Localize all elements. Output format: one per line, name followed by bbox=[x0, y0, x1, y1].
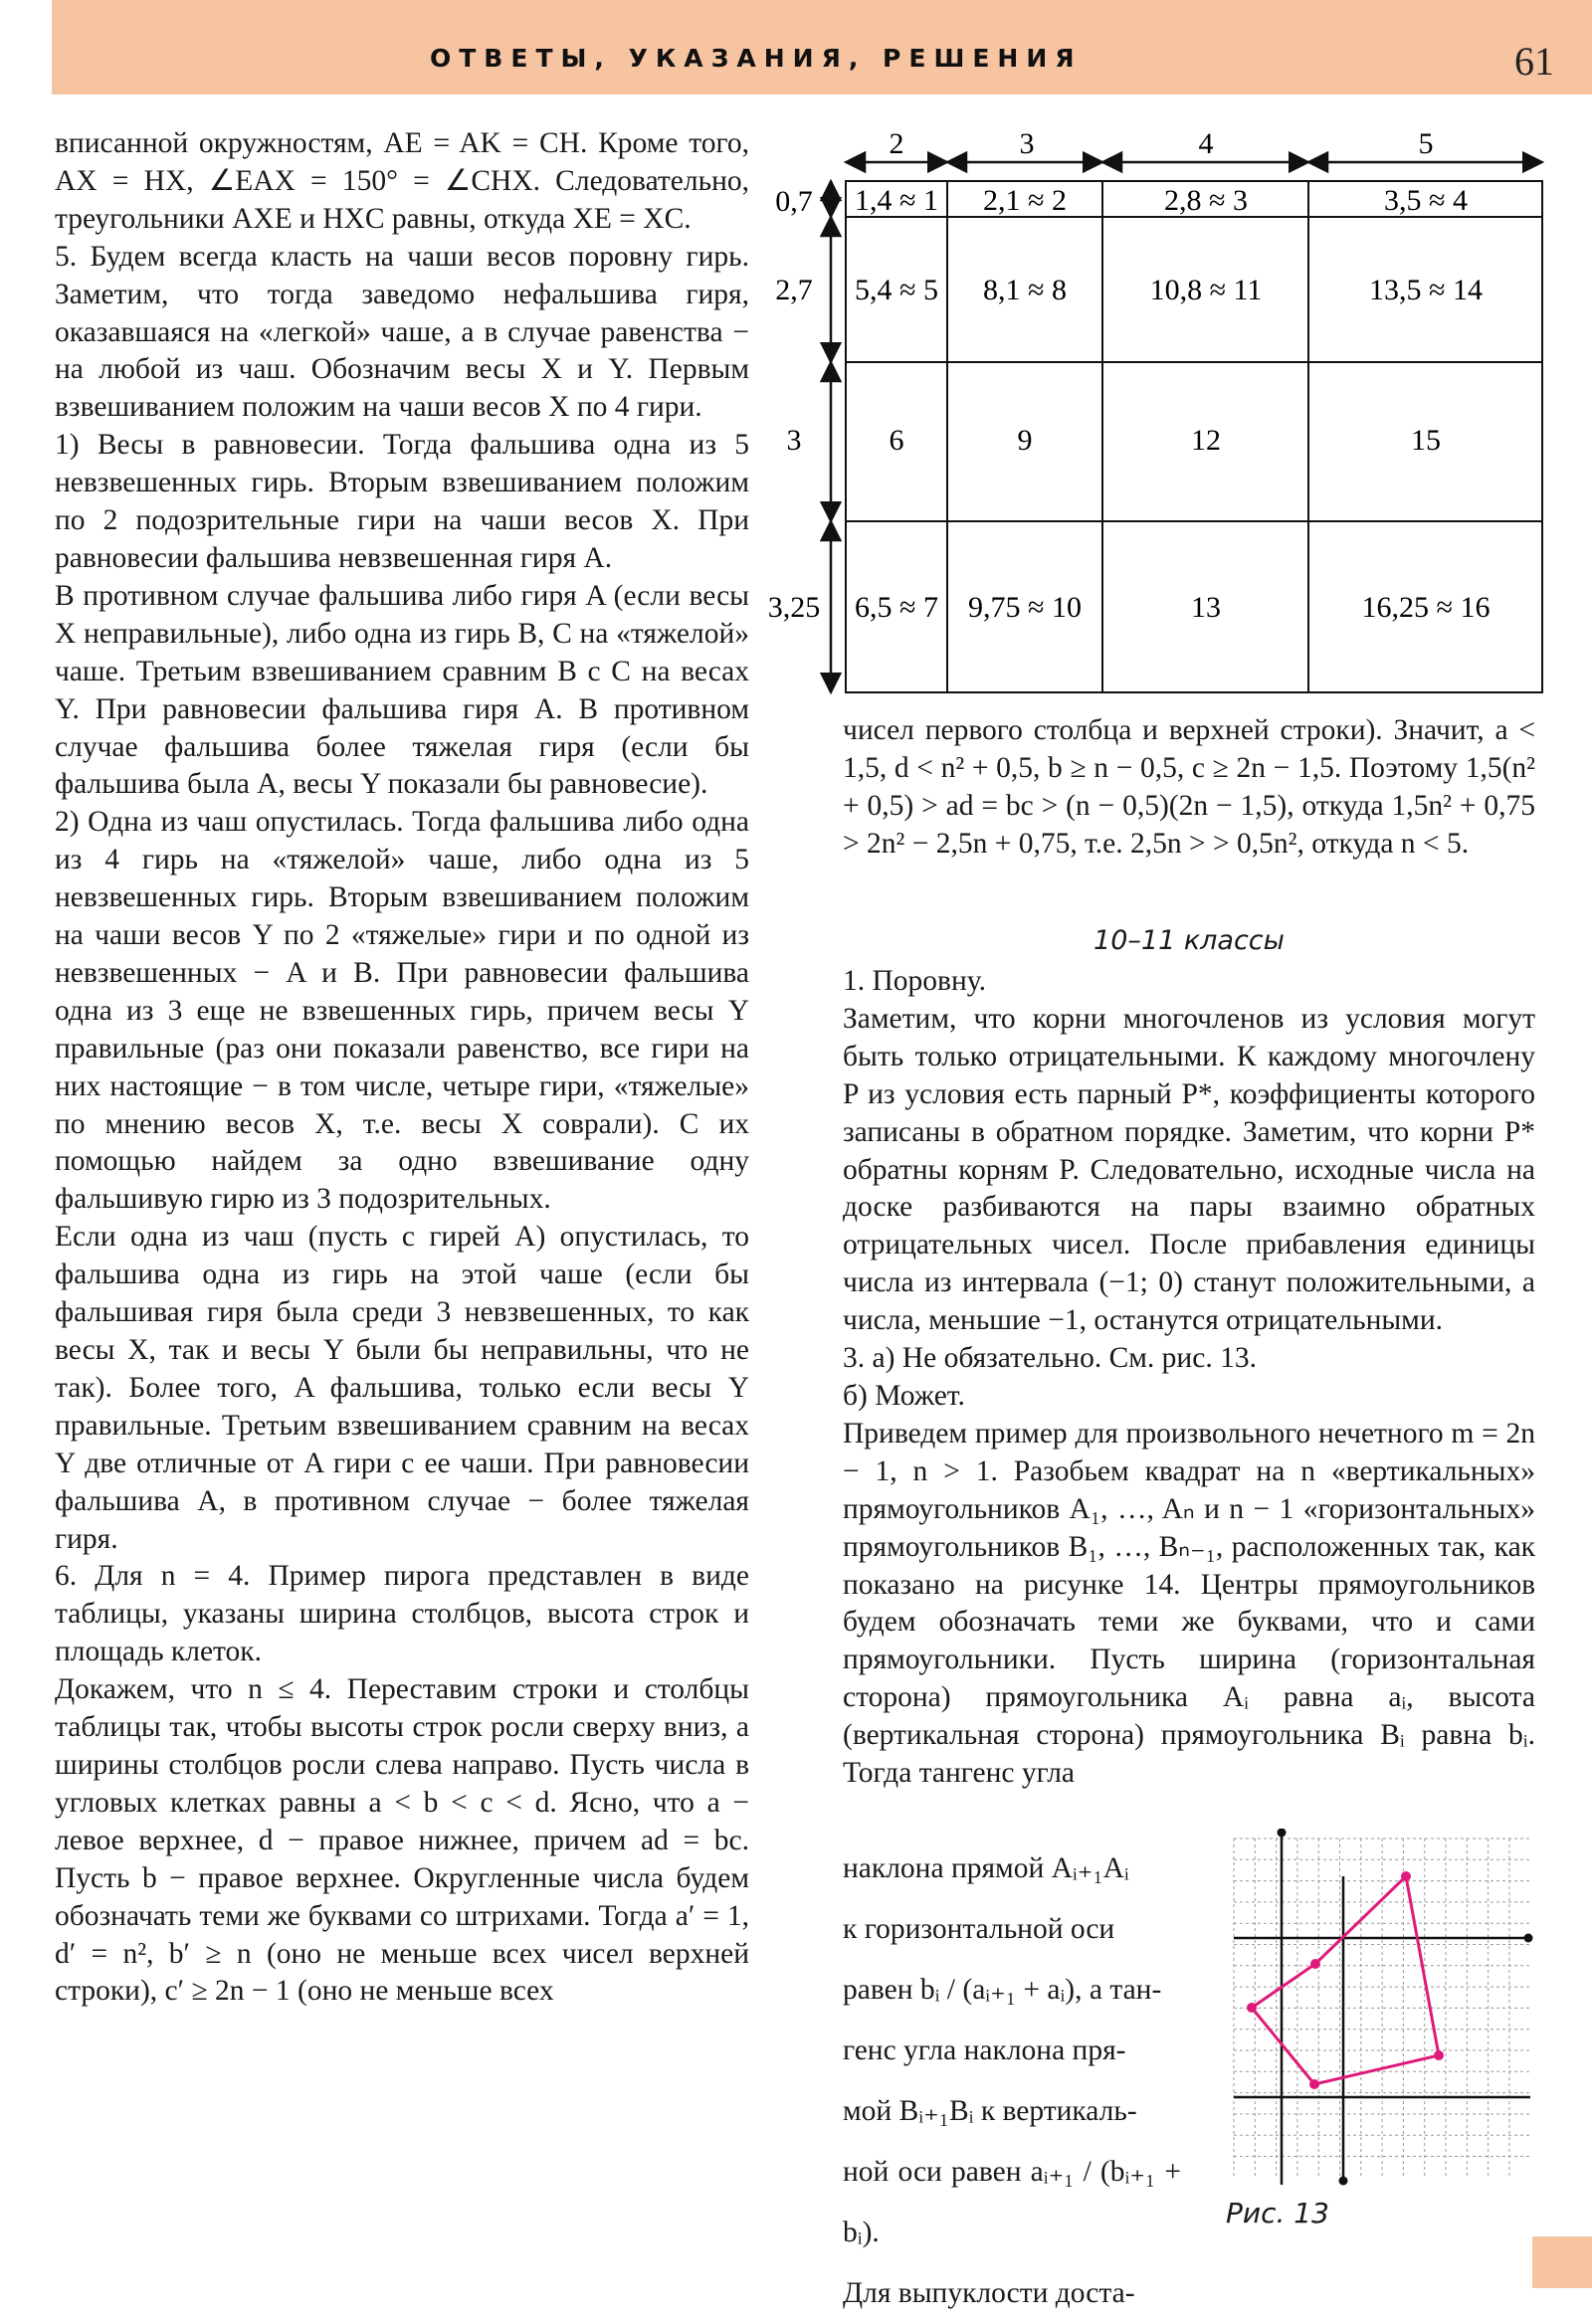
paragraph: 3. а) Не обязательно. См. рис. 13. bbox=[843, 1342, 1257, 1375]
col-width-label: 3 bbox=[1019, 127, 1035, 160]
paragraph: Докажем, что n ≤ 4. Переставим строки и столбцы таблицы так, чтобы высоты строк росли сверху вниз, а ширины столбцов росли слева направо. Пусть числа в угловых клетках равны a < b < c < d. Ясно, что a − левое верхнее, d − правое нижнее, причем ad = bc. Пусть b − правое верхнее. Округленные числа будем обозначать теми же буквами со штрихами. Тогда a′ = 1, d′ = n², b′ ≥ n (оно не меньше всех чисел верхней строки), c′ ≥ 2n − 1 (оно не меньше всех bbox=[55, 1673, 749, 2008]
section-heading: 10–11 классы bbox=[1094, 925, 1285, 956]
paragraph: 6. Для n = 4. Пример пирога представлен в виде таблицы, указаны ширина столбцов, высота строк и площадь клеток. bbox=[55, 1560, 749, 1668]
table-cell: 15 bbox=[1411, 424, 1441, 457]
footer-tab bbox=[1532, 2236, 1592, 2288]
row-height-label: 3,25 bbox=[767, 591, 821, 624]
table-cell: 8,1 ≈ 8 bbox=[983, 274, 1067, 306]
row-height-label: 3 bbox=[786, 424, 802, 457]
paragraph: вписанной окружностям, AE = AK = CH. Кроме того, AX = HX, ∠EAX = 150° = ∠CHX. Следовательно, треугольники AXE и HXC равны, откуда XE = XC. bbox=[55, 127, 749, 235]
table-cell: 6 bbox=[889, 424, 904, 457]
table-cell: 2,1 ≈ 2 bbox=[983, 184, 1067, 217]
cake-table-figure bbox=[756, 117, 1552, 702]
table-cell: 2,8 ≈ 3 bbox=[1164, 184, 1248, 217]
right-column-bottom bbox=[843, 1839, 1181, 2324]
right-column-top bbox=[843, 712, 1535, 864]
figure-13 bbox=[1214, 1829, 1542, 2189]
row-height-label: 0,7 bbox=[775, 185, 813, 218]
paragraph: чисел первого столбца и верхней строки). Значит, a < 1,5, d < n² + 0,5, b ≥ n − 0,5, c ≥ 2n − 1,5. Поэтому 1,5(n² + 0,5) > ad = bc > (n − 0,5)(2n − 1,5), откуда 1,5n² + 0,75 > 2n² − 2,5n + 0,75, т.е. 2,5n > > 0,5n², откуда n < 5. bbox=[843, 714, 1535, 860]
paragraph: Если одна из чаш (пусть с гирей A) опустилась, то фальшива одна из гирь на этой чаше (если бы фальшивая гиря была среди 3 невзвешенных, то как весы X, так и весы Y были бы неправильны, что не так). Более того, A фальшива, только если весы Y правильные. Третьим взвешиванием сравним на весах Y две отличные от A гири с ее чаши. При равновесии фальшива A, в противном случае − более тяжелая гиря. bbox=[55, 1221, 749, 1555]
text-line: наклона прямой Aᵢ₊₁Aᵢ bbox=[843, 1852, 1129, 1884]
col-width-label: 2 bbox=[889, 127, 904, 160]
text-line: равен bᵢ / (aᵢ₊₁ + aᵢ), а тан- bbox=[843, 1974, 1162, 2006]
table-cell: 13 bbox=[1191, 591, 1221, 624]
paragraph: Приведем пример для произвольного нечетного m = 2n − 1, n > 1. Разобьем квадрат на n «вертикальных» прямоугольников A₁, …, Aₙ и n − 1 «горизонтальных» прямоугольников B₁, …, Bₙ₋₁, расположенных так, как показано на рисунке 14. Центры прямоугольников будем обозначать теми же буквами, что и сами прямоугольники. Пусть ширина (горизонтальная сторона) прямоугольника Aᵢ равна aᵢ, высота (вертикальная сторона) прямоугольника Bᵢ равна bᵢ. Тогда тангенс угла bbox=[843, 1417, 1535, 1790]
fig13-polygon bbox=[1252, 1876, 1439, 2084]
fig13-grid bbox=[1234, 1839, 1530, 2177]
page-number: 61 bbox=[1514, 39, 1554, 84]
text-line: ной оси равен aᵢ₊₁ / (bᵢ₊₁ + bᵢ). bbox=[843, 2156, 1181, 2248]
left-column bbox=[55, 125, 749, 2011]
table-cell: 9 bbox=[1017, 424, 1033, 457]
text-line: мой Bᵢ₊₁Bᵢ к вертикаль- bbox=[843, 2095, 1137, 2127]
table-cell: 5,4 ≈ 5 bbox=[855, 274, 938, 306]
col-width-label: 4 bbox=[1198, 127, 1214, 160]
fig13-black-dots bbox=[1278, 1829, 1533, 2186]
table-cell: 6,5 ≈ 7 bbox=[855, 591, 938, 624]
paragraph: Заметим, что корни многочленов из условия могут быть только отрицательными. К каждому многочлену P из условия есть парный P*, коэффициенты которого записаны в обратном порядке. Заметим, что корни P* обратны корням P. Следовательно, исходные числа на доске разбиваются на пары взаимно обратных отрицательных чисел. После прибавления единицы числа из интервала (−1; 0) станут положительными, а числа, меньшие −1, останутся отрицательными. bbox=[843, 1002, 1535, 1337]
paragraph: б) Может. bbox=[843, 1379, 965, 1412]
paragraph: 5. Будем всегда класть на чаши весов поровну гирь. Заметим, что тогда заведомо нефальшива гиря, оказавшаяся на «легкой» чаше, а в случае равенства − на любой из чаш. Обозначим весы X и Y. Первым взвешиванием положим на чаши весов X по 4 гири. bbox=[55, 240, 749, 424]
text-line: к горизонтальной оси bbox=[843, 1913, 1115, 1945]
text-line: генс угла наклона пря- bbox=[843, 2034, 1126, 2066]
fig13-vertices bbox=[1247, 1871, 1444, 2089]
table-cell: 3,5 ≈ 4 bbox=[1384, 184, 1468, 217]
paragraph: 2) Одна из чаш опустилась. Тогда фальшива либо одна из 4 гирь на «тяжелой» чаше, либо одна из 5 невзвешенных гирь. Вторым взвешиванием положим на чаши весов Y по 2 «тяжелые» гири и по одной из невзвешенных − A и B. При равновесии фальшива одна из 3 еще не взвешенных гирь, причем весы Y правильные (раз они показали равенство, все гири на них настоящие − в том числе, четыре гири, «тяжелые» по мнению весов X, т.е. весы X соврали). С их помощью найдем за одно взвешивание одну фальшивую гирю из 3 подозрительных. bbox=[55, 806, 749, 1216]
right-column-mid bbox=[843, 963, 1535, 1793]
figure-caption: Рис. 13 bbox=[1226, 2197, 1329, 2229]
table-cell: 9,75 ≈ 10 bbox=[968, 591, 1082, 624]
table-cell: 10,8 ≈ 11 bbox=[1149, 274, 1263, 306]
table-cell: 1,4 ≈ 1 bbox=[855, 184, 938, 217]
page-header bbox=[52, 0, 1592, 95]
paragraph: 1) Весы в равновесии. Тогда фальшива одна из 5 невзвешенных гирь. Вторым взвешиванием положим по 2 подозрительные гири на чаши весов X. При равновесии фальшива невзвешенная гиря A. bbox=[55, 429, 749, 574]
col-width-label: 5 bbox=[1418, 127, 1434, 160]
table-cell: 16,25 ≈ 16 bbox=[1361, 591, 1491, 624]
row-height-label: 2,7 bbox=[775, 274, 813, 306]
text-line: Для выпуклости доста- bbox=[843, 2277, 1135, 2309]
paragraph: В противном случае фальшива либо гиря A (если весы X неправильные), либо одна из гирь B, C на «тяжелой» чаше. Третьим взвешиванием сравним B с C на весах Y. При равновесии фальшива гиря A. В противном случае фальшива более тяжелая гиря (если бы фальшива была A, весы Y показали бы равновесие). bbox=[55, 579, 749, 801]
running-title: ОТВЕТЫ, УКАЗАНИЯ, РЕШЕНИЯ bbox=[430, 44, 1083, 73]
paragraph: 1. Поровну. bbox=[843, 965, 986, 997]
table-cell: 12 bbox=[1191, 424, 1221, 457]
table-cell: 13,5 ≈ 14 bbox=[1369, 274, 1483, 306]
